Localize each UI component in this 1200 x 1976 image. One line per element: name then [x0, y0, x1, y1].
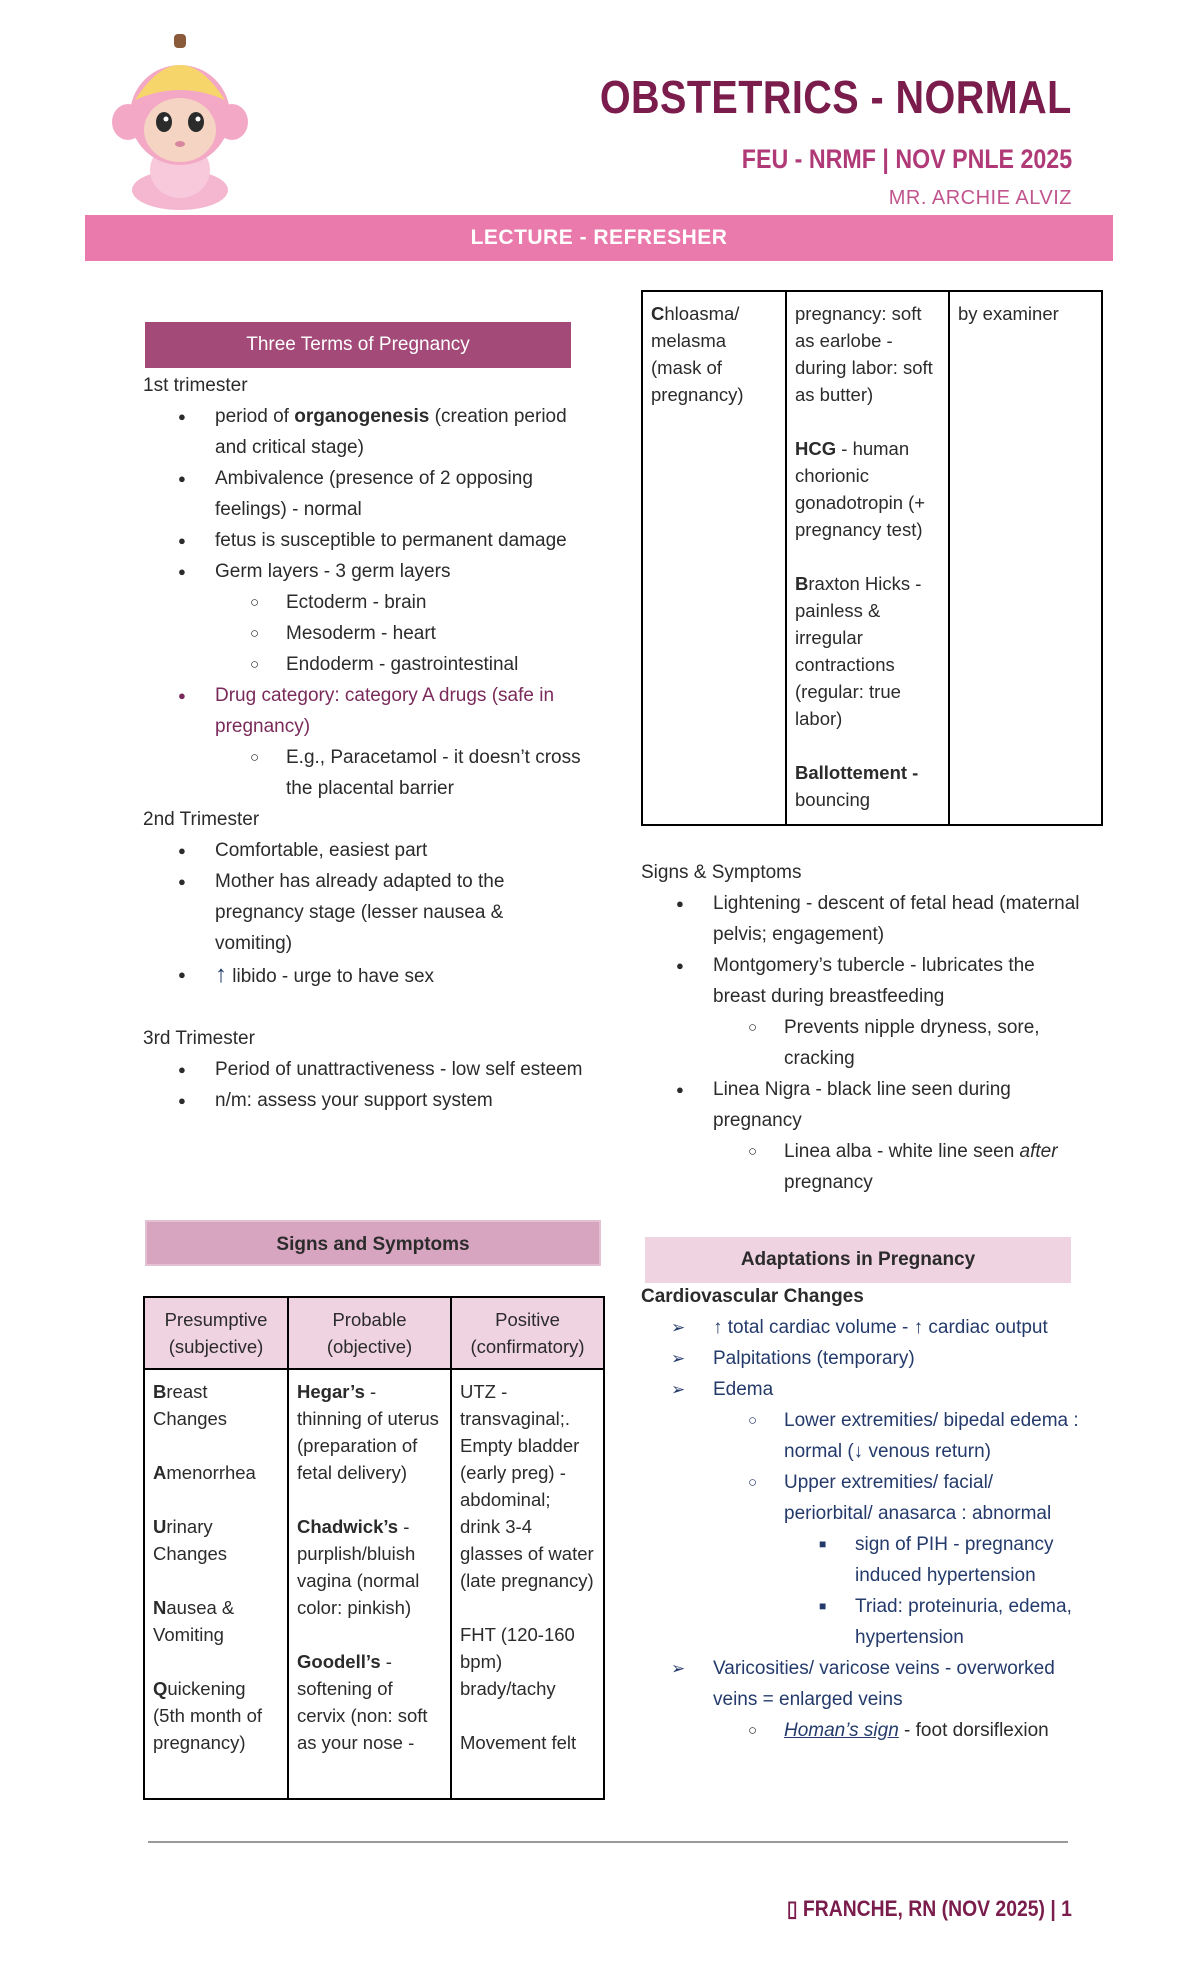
three-terms-heading: Three Terms of Pregnancy: [145, 322, 571, 368]
table-row: [144, 1369, 604, 1799]
presumptive-cell: Breast Changes Amenorrhea Urinary Changes Nausea & Vomiting Quickening (5th month of pregnancy): [144, 1369, 288, 1799]
adaptations-heading: Adaptations in Pregnancy: [645, 1237, 1071, 1283]
signs-symptoms-heading: Signs and Symptoms: [145, 1220, 601, 1266]
three-terms-content: [143, 370, 583, 1116]
first-trimester-label: 1st trimester: [143, 375, 248, 396]
probable-cell: Hegar’s - thinning of uterus (preparation of fetal delivery) Chadwick’s - purplish/bluish vagina (normal color: pinkish) Goodell’s - softening of cervix (non: soft as your nose -: [288, 1369, 451, 1799]
list-item: ● n/m: assess your support system: [143, 1085, 583, 1116]
list-item: ● Germ layers - 3 germ layers ○ Ectoderm - brain ○ Mesoderm - heart ○ Endoderm - gastrointestinal: [143, 556, 583, 680]
header-positive: Positive (confirmatory): [451, 1297, 604, 1369]
list-item: ○ Endoderm - gastrointestinal: [143, 649, 583, 680]
lecture-banner: LECTURE - REFRESHER: [85, 215, 1113, 261]
list-item: ● Mother has already adapted to the pregnancy stage (lesser nausea & vomiting): [143, 866, 583, 959]
third-trimester-label: 3rd Trimester: [143, 1028, 255, 1049]
list-item: ● Ambivalence (presence of 2 opposing feelings) - normal: [143, 463, 583, 525]
list-item: ○ Mesoderm - heart: [143, 618, 583, 649]
list-item: ■ Triad: proteinuria, edema, hypertension: [712, 1591, 1086, 1653]
cardiovascular-label: Cardiovascular Changes: [641, 1286, 864, 1307]
list-item: ➢ Varicosities/ varicose veins - overworked veins = enlarged veins ○ Homan’s sign - foot dorsiflexion: [641, 1653, 1086, 1746]
list-item: ● fetus is susceptible to permanent damage: [143, 525, 583, 556]
signs-symptoms-table-continued: [641, 290, 1103, 826]
document-subtitle: FEU - NRMF | NOV PNLE 2025: [741, 144, 1072, 174]
header-probable: Probable (objective): [288, 1297, 451, 1369]
list-item: ➢ Edema ○ Lower extremities/ bipedal edema : normal (↓ venous return) ○ Upper extremities/ facial/ periorbital/ anasarca : abnormal ■ sign of PIH - pregnancy induced hypertension ■ Triad: proteinuria, edema, hypertension: [641, 1374, 1086, 1653]
document-title: OBSTETRICS - NORMAL: [600, 71, 1072, 123]
signs-label: Signs & Symptoms: [641, 862, 802, 883]
adaptations-content: [641, 1281, 1086, 1746]
author-name: MR. ARCHIE ALVIZ: [888, 187, 1072, 209]
monkey-mascot-image: [100, 30, 260, 210]
list-item: ○ Ectoderm - brain: [143, 587, 583, 618]
table-row: [642, 291, 1102, 825]
up-arrow-icon: ↑: [215, 961, 227, 988]
list-item: ○ E.g., Paracetamol - it doesn’t cross the placental barrier: [143, 742, 583, 804]
list-item: ● Period of unattractiveness - low self esteem: [143, 1054, 583, 1085]
list-item: ● Comfortable, easiest part: [143, 835, 583, 866]
footer-divider: [148, 1841, 1068, 1843]
list-item: ■ sign of PIH - pregnancy induced hypertension: [712, 1529, 1086, 1591]
list-item: ● Montgomery’s tubercle - lubricates the breast during breastfeeding ○ Prevents nipple dryness, sore, cracking: [641, 950, 1081, 1074]
probable-cell: pregnancy: soft as earlobe - during labor: soft as butter) HCG - human chorionic gonadotropin (+ pregnancy test) Braxton Hicks - painless & irregular contractions (regular: true labor) Ballottement - bouncing: [786, 291, 949, 825]
presumptive-cell: Chloasma/ melasma (mask of pregnancy): [642, 291, 786, 825]
footer-text: ▯ FRANCHE, RN (NOV 2025) | 1: [786, 1896, 1072, 1921]
list-item: ○ Homan’s sign - foot dorsiflexion: [641, 1715, 1086, 1746]
second-trimester-label: 2nd Trimester: [143, 809, 260, 830]
list-item: ● Linea Nigra - black line seen during pregnancy ○ Linea alba - white line seen after pregnancy: [641, 1074, 1081, 1198]
bookmark-icon: ▯: [786, 1896, 804, 1921]
table-header-row: [144, 1297, 604, 1369]
list-item: ➢ Palpitations (temporary): [641, 1343, 1086, 1374]
list-item: ➢ ↑ total cardiac volume - ↑ cardiac output: [641, 1312, 1086, 1343]
signs-list: [641, 857, 1081, 1198]
list-item: ● period of organogenesis (creation period and critical stage): [143, 401, 583, 463]
list-item: ● ↑ libido - urge to have sex: [143, 959, 583, 992]
list-item: ○ Linea alba - white line seen after pregnancy: [641, 1136, 1081, 1198]
list-item: ○ Upper extremities/ facial/ periorbital/ anasarca : abnormal ■ sign of PIH - pregnancy induced hypertension ■ Triad: proteinuria, edema, hypertension: [641, 1467, 1086, 1653]
list-item: ● Drug category: category A drugs (safe in pregnancy) ○ E.g., Paracetamol - it doesn’t cross the placental barrier: [143, 680, 583, 804]
positive-cell: UTZ -transvaginal;. Empty bladder (early preg) -abdominal; drink 3-4 glasses of water (late pregnancy) FHT (120-160 bpm) brady/tachy Movement felt: [451, 1369, 604, 1799]
signs-symptoms-table: [143, 1296, 605, 1800]
header-presumptive: Presumptive (subjective): [144, 1297, 288, 1369]
list-item: ○ Prevents nipple dryness, sore, cracking: [641, 1012, 1081, 1074]
list-item: ○ Lower extremities/ bipedal edema : normal (↓ venous return): [641, 1405, 1086, 1467]
positive-cell: by examiner: [949, 291, 1102, 825]
list-item: ● Lightening - descent of fetal head (maternal pelvis; engagement): [641, 888, 1081, 950]
